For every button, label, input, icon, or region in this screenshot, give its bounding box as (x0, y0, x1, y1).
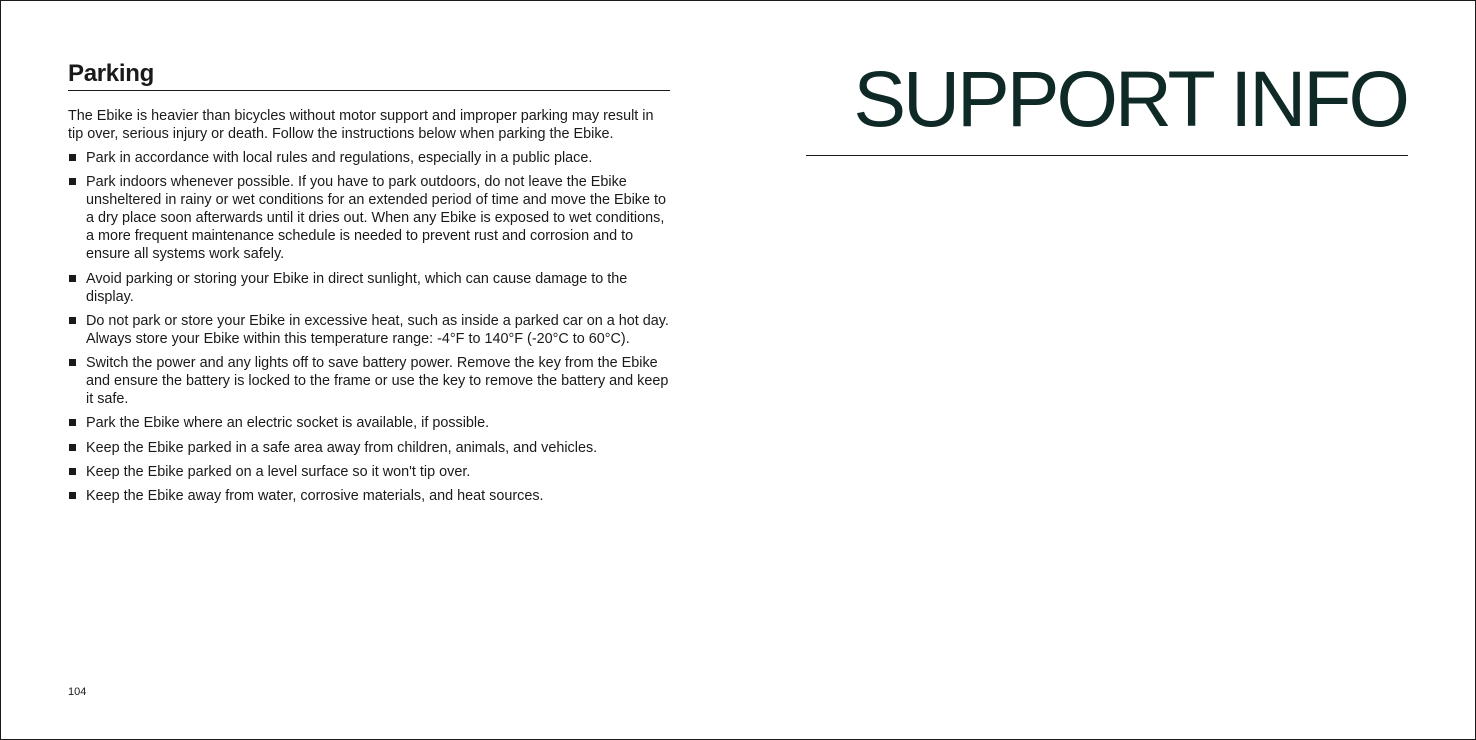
list-item (68, 463, 670, 481)
section-title: Parking (68, 60, 670, 91)
list-item (68, 270, 670, 306)
square-bullet-icon (69, 154, 76, 161)
list-item-text: Keep the Ebike parked in a safe area away from children, animals, and vehicles. (86, 439, 598, 456)
square-bullet-icon (69, 444, 76, 451)
list-item (68, 414, 670, 432)
bullet-list (68, 149, 670, 505)
square-bullet-icon (69, 419, 76, 426)
list-item-text: Switch the power and any lights off to save battery power. Remove the key from the Ebike and ensure the battery is locked to the frame or use the key to remove the battery and keep it safe. (86, 355, 669, 408)
page-number: 104 (68, 686, 87, 698)
list-item (68, 354, 670, 408)
list-item-text: Avoid parking or storing your Ebike in direct sunlight, which can cause damage to the display. (86, 270, 628, 305)
list-item (68, 149, 670, 167)
square-bullet-icon (69, 275, 76, 282)
square-bullet-icon (69, 359, 76, 366)
square-bullet-icon (69, 317, 76, 324)
intro-paragraph: The Ebike is heavier than bicycles without motor support and improper parking may result in tip over, serious injury or death. Follow the instructions below when parking the Ebike. (68, 108, 654, 142)
title-divider (806, 155, 1408, 156)
list-item-text: Do not park or store your Ebike in excessive heat, such as inside a parked car on a hot day. Always store your Ebike within this temperature range: -4°F to 140°F (-20°C to 60°C). (86, 312, 669, 347)
list-item (68, 487, 670, 505)
square-bullet-icon (69, 492, 76, 499)
list-item-text: Park the Ebike where an electric socket is available, if possible. (86, 415, 490, 432)
list-item (68, 439, 670, 457)
left-page (68, 60, 670, 512)
list-item-text: Keep the Ebike parked on a level surface so it won't tip over. (86, 464, 471, 481)
list-item-text: Park indoors whenever possible. If you have to park outdoors, do not leave the Ebike unsheltered in rainy or wet conditions for an extended period of time and move the Ebike to a dry place soon afterwards until it dries out. When any Ebike is exposed to wet conditions, a more frequent maintenance schedule is needed to prevent rust and corrosion and to ensure all systems work safely. (86, 174, 666, 263)
list-item (68, 173, 670, 263)
support-info-title: SUPPORT INFO (853, 54, 1407, 143)
square-bullet-icon (69, 178, 76, 185)
square-bullet-icon (69, 468, 76, 475)
list-item (68, 312, 670, 348)
list-item-text: Park in accordance with local rules and regulations, especially in a public place. (86, 150, 593, 166)
list-item-text: Keep the Ebike away from water, corrosive materials, and heat sources. (86, 488, 544, 505)
